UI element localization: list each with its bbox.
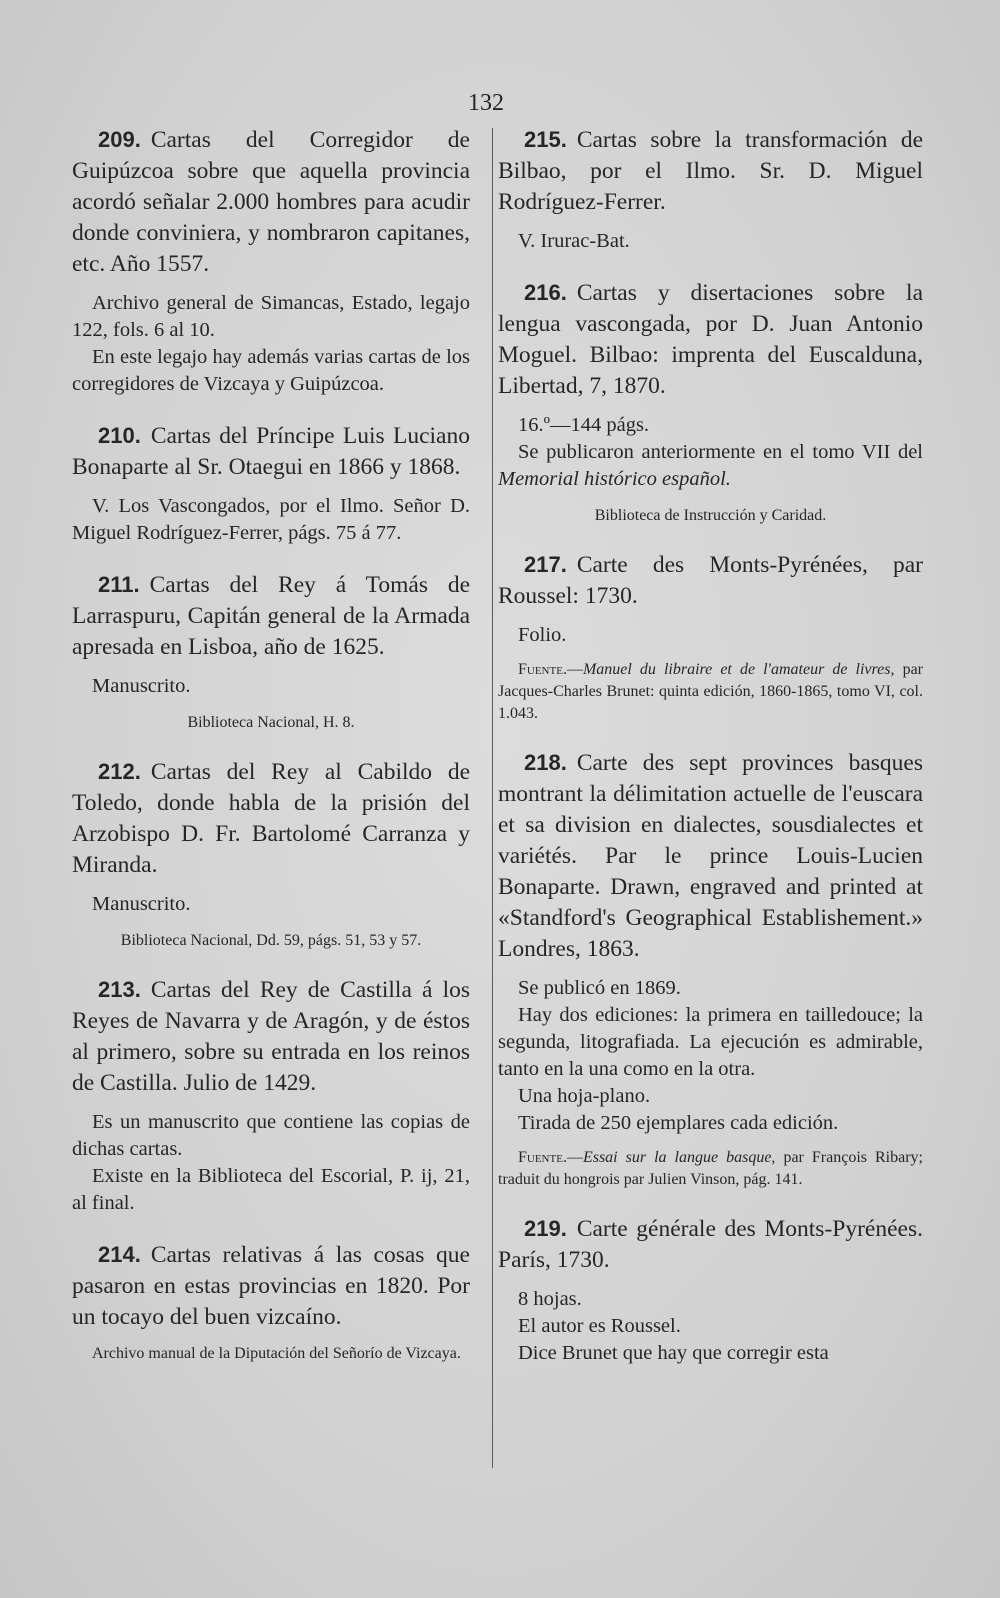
entry-note: Folio.: [518, 624, 567, 646]
entry-note: Tirada de 250 ejemplares cada edición.: [518, 1112, 839, 1134]
entry-number: 219.: [524, 1216, 567, 1241]
entry-source: Fuente.—Manuel du libraire et de l'amateur de livres, par Jacques-Charles Brunet: quinta edición, 1860-1865, tomo VI, col. 1.043.: [498, 661, 923, 722]
entry-209: [72, 124, 470, 398]
entry-source: Fuente.—Essai sur la langue basque, par François Ribary; traduit du hongrois par Julien Vinson, pág. 141.: [498, 1149, 923, 1188]
entry-number: 209.: [98, 127, 141, 152]
entry-note: V. Los Vascongados, por el Ilmo. Señor D. Miguel Rodríguez-Ferrer, págs. 75 á 77.: [72, 495, 470, 544]
entry-note: Archivo general de Simancas, Estado, legajo 122, fols. 6 al 10.: [72, 292, 470, 341]
entry-note: Es un manuscrito que contiene las copias de dichas cartas.: [72, 1111, 470, 1160]
work-title: Essai sur la langue basque,: [582, 1149, 776, 1166]
page-number: 132: [468, 90, 504, 116]
entry-number: 212.: [98, 759, 141, 784]
entry-title: Cartas y disertaciones sobre la lengua vascongada, por D. Juan Antonio Moguel. Bilbao: imprenta del Euscalduna, Libertad, 7, 1870.: [498, 280, 923, 399]
entry-number: 217.: [524, 552, 567, 577]
entry-title: Cartas relativas á las cosas que pasaron en estas provincias en 1820. Por un tocayo del buen vizcaíno.: [72, 1242, 470, 1330]
entry-title: Carte des Monts-Pyrénées, par Roussel: 1730.: [498, 552, 923, 609]
entry-218: [498, 747, 923, 1191]
entry-number: 211.: [98, 572, 140, 597]
entry-number: 210.: [98, 423, 141, 448]
entry-number: 218.: [524, 750, 567, 775]
entry-title: Cartas del Rey á Tomás de Larraspuru, Capitán general de la Armada apresada en Lisboa, año de 1625.: [72, 572, 470, 660]
entry-title: Cartas sobre la transformación de Bilbao, por el Ilmo. Sr. D. Miguel Rodríguez-Ferrer.: [498, 127, 923, 215]
entry-210: [72, 420, 470, 547]
entry-number: 214.: [98, 1242, 141, 1267]
entry-note: V. Irurac-Bat.: [518, 230, 630, 252]
entry-title: Cartas del Rey al Cabildo de Toledo, donde habla de la prisión del Arzobispo D. Fr. Bartolomé Carranza y Miranda.: [72, 759, 470, 878]
entry-source: Biblioteca Nacional, H. 8.: [187, 714, 355, 731]
entry-number: 216.: [524, 280, 567, 305]
entry-note: En este legajo hay además varias cartas de los corregidores de Vizcaya y Guipúzcoa.: [72, 346, 470, 395]
entry-title: Cartas del Corregidor de Guipúzcoa sobre que aquella provincia acordó señalar 2.000 hombres para acudir donde conviniera, y nombraron capitanes, etc. Año 1557.: [72, 127, 470, 277]
entry-note: 8 hojas.: [518, 1288, 582, 1310]
entry-note: El autor es Roussel.: [518, 1315, 681, 1337]
entry-217: [498, 549, 923, 725]
entry-number: 213.: [98, 977, 141, 1002]
entry-source: Biblioteca de Instrucción y Caridad.: [594, 507, 827, 524]
entry-213: [72, 974, 470, 1217]
entry-source: Archivo manual de la Diputación del Señorío de Vizcaya.: [92, 1345, 461, 1362]
entry-note: Una hoja-plano.: [518, 1085, 651, 1107]
entry-title: Cartas del Rey de Castilla á los Reyes de Navarra y de Aragón, y de éstos al primero, sobre su entrada en los reinos de Castilla. Julio de 1429.: [72, 977, 470, 1096]
entry-title: Carte générale des Monts-Pyrénées. París, 1730.: [498, 1216, 923, 1273]
entry-note: Dice Brunet que hay que corregir esta: [518, 1342, 829, 1364]
right-column: [498, 124, 923, 1389]
entry-source: Biblioteca Nacional, Dd. 59, págs. 51, 53 y 57.: [120, 932, 422, 949]
entry-211: [72, 569, 470, 734]
entry-note: Hay dos ediciones: la primera en tailledouce; la segunda, litografiada. La ejecución es admirable, tanto en la una como en la otra.: [498, 1004, 923, 1080]
work-title: Manuel du libraire et de l'amateur de livres,: [582, 661, 895, 678]
entry-number: 215.: [524, 127, 567, 152]
entry-note: Se publicó en 1869.: [518, 977, 681, 999]
entry-note: 16.º—144 págs.: [518, 414, 650, 436]
entry-note: Manuscrito.: [92, 893, 191, 915]
entry-note: Existe en la Biblioteca del Escorial, P. ij, 21, al final.: [72, 1165, 470, 1214]
entry-note: Manuscrito.: [92, 675, 191, 697]
work-title: Memorial histórico español.: [498, 468, 731, 490]
entry-title: Cartas del Príncipe Luis Luciano Bonaparte al Sr. Otaegui en 1866 y 1868.: [72, 423, 470, 480]
entry-note: Se publicaron anteriormente en el tomo VII del Memorial histórico español.: [498, 441, 923, 490]
entry-216: [498, 277, 923, 527]
entry-219: [498, 1213, 923, 1367]
entry-title: Carte des sept provinces basques montrant la délimitation actuelle de l'euscara et sa division en dialectes, sousdialectes et variétés. Par le prince Louis-Lucien Bonaparte. Drawn, engraved and printed at «Standford's Geographical Establishement.» Londres, 1863.: [498, 750, 923, 962]
entry-214: [72, 1239, 470, 1365]
column-divider: [492, 128, 493, 1468]
left-column: [72, 124, 470, 1387]
entry-212: [72, 756, 470, 952]
entry-215: [498, 124, 923, 255]
